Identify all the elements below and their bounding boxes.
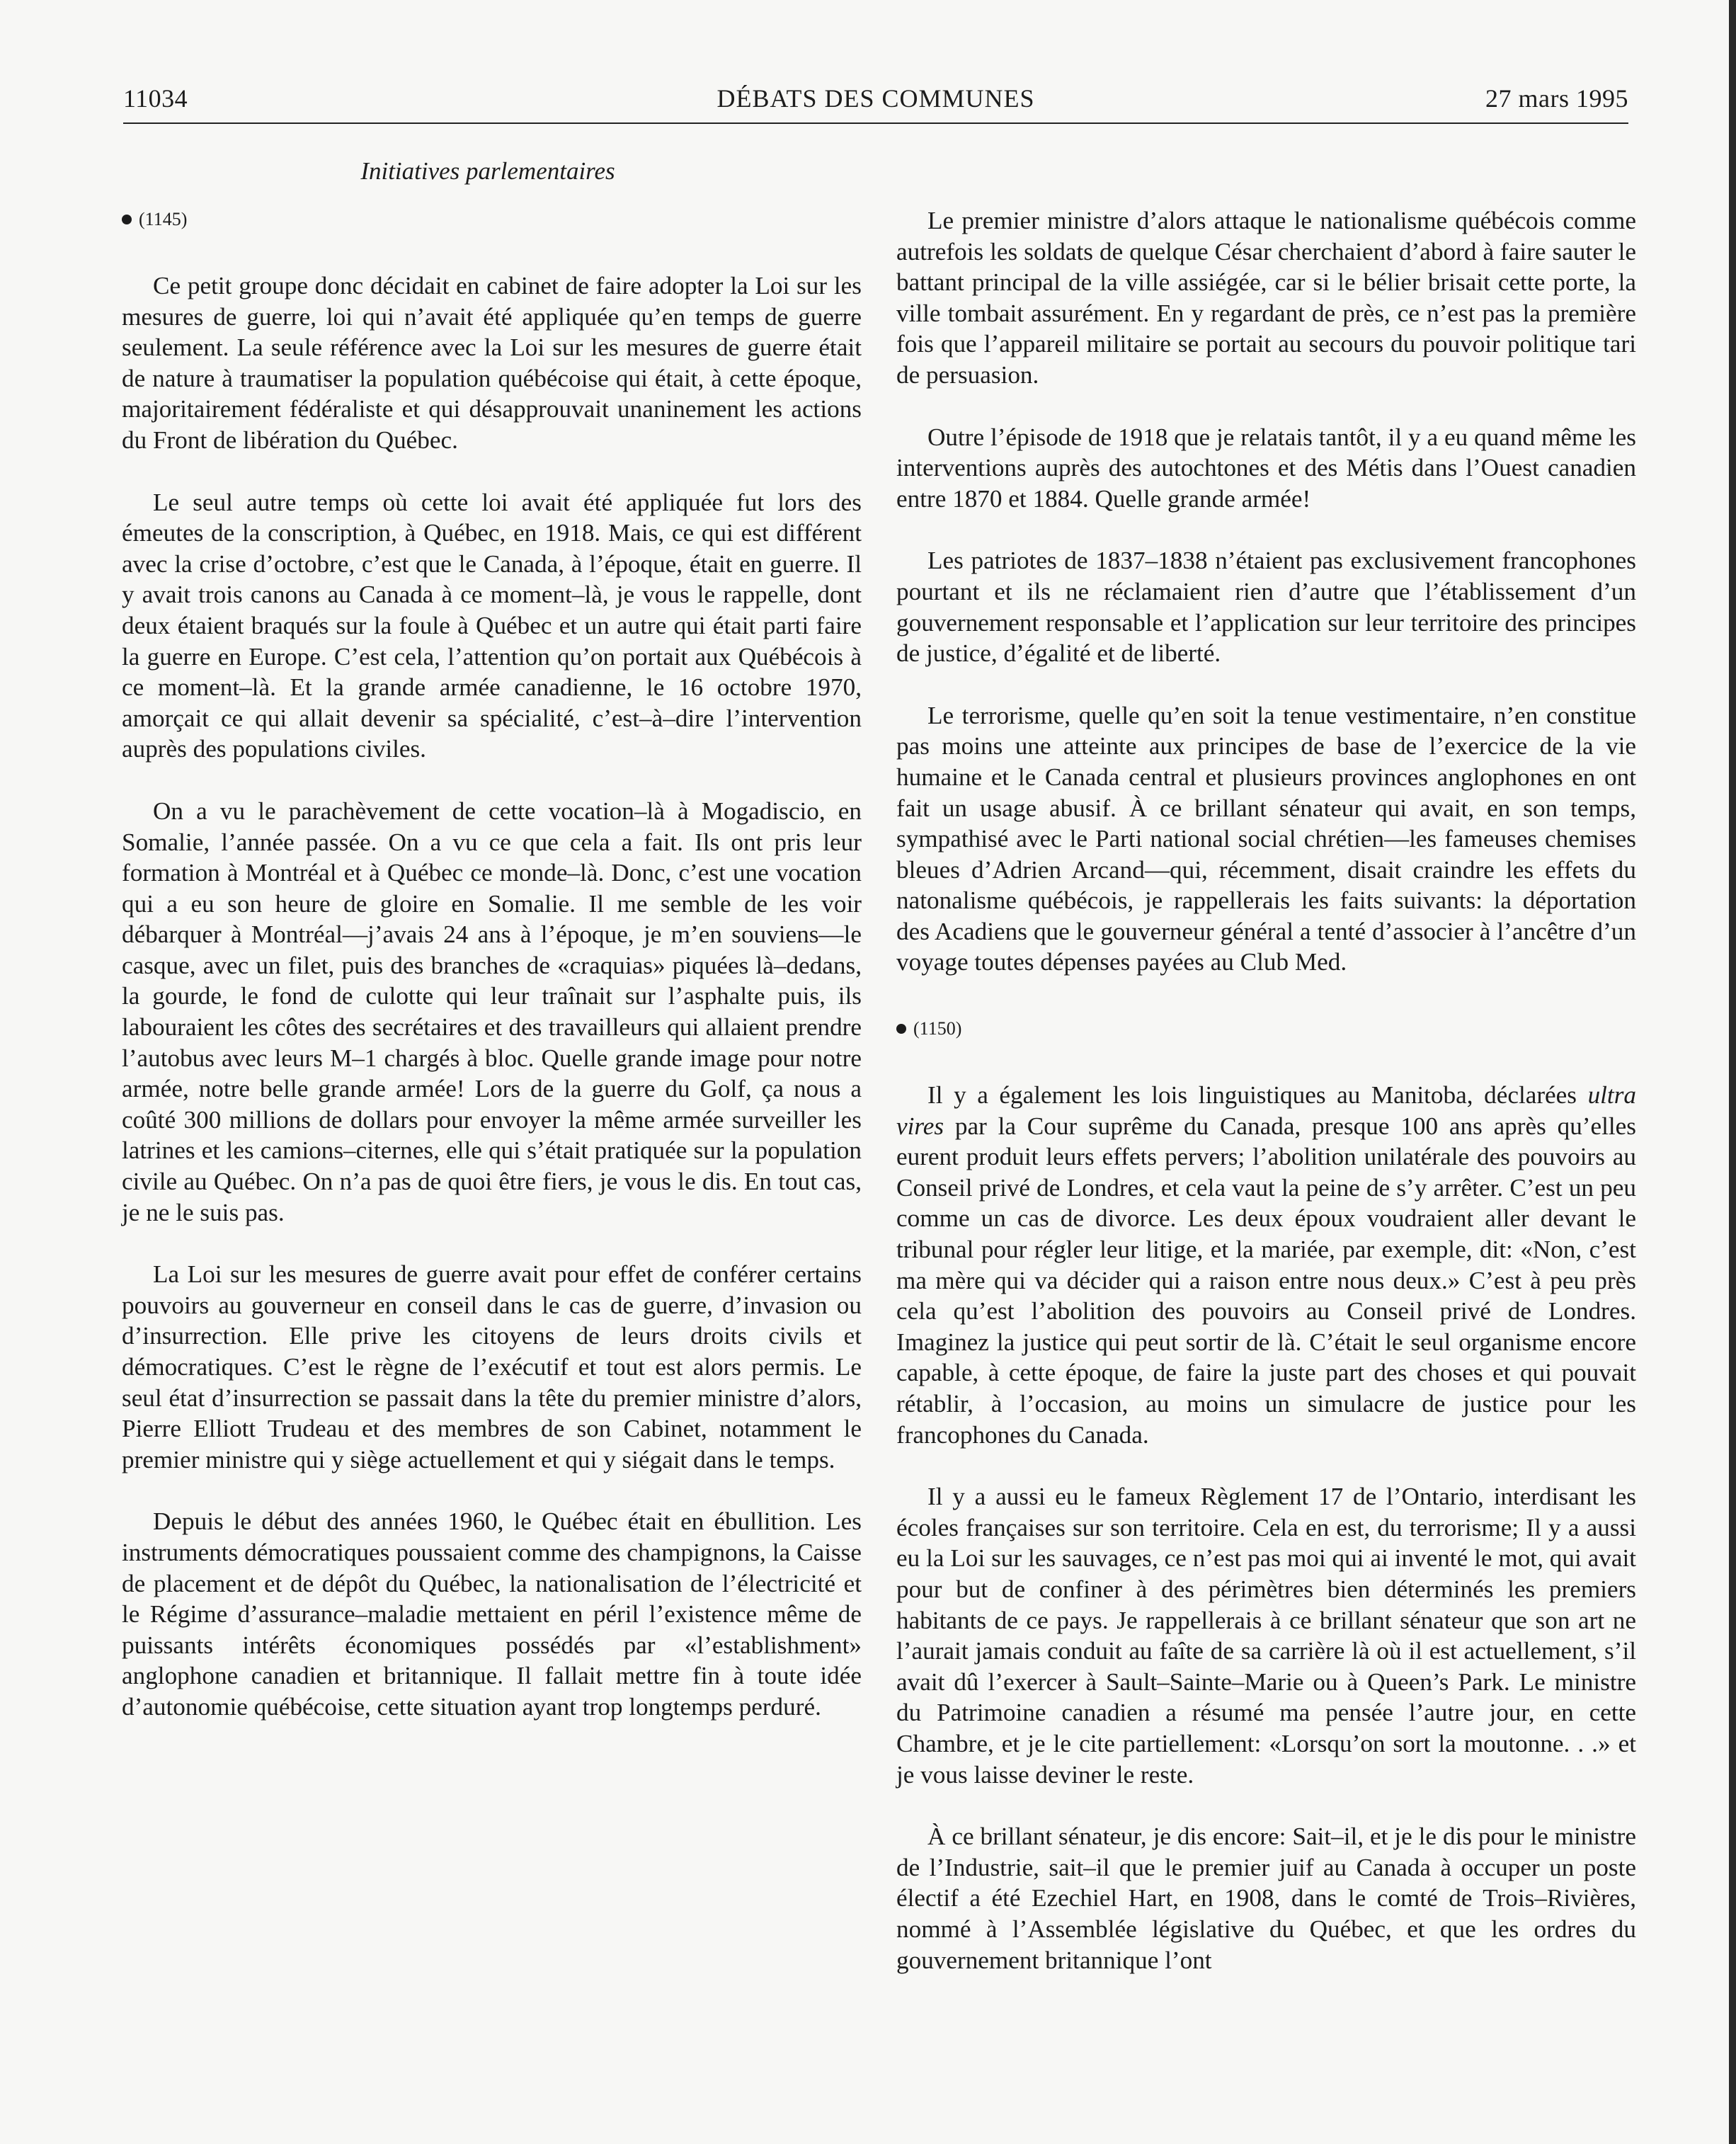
paragraph bbox=[896, 1080, 1636, 1450]
italic-term: ultra vires bbox=[896, 1081, 1636, 1140]
page-number: 11034 bbox=[123, 84, 188, 113]
time-marker bbox=[896, 1015, 1636, 1043]
paragraph: Le premier ministre d’alors attaque le nationalisme québécois comme autrefois les soldats de quelque César cherchaient d’abord à faire sauter le battant principal de la ville assiégée, car si le bélier brisait cette porte, la ville tombait assurément. En y regardant de près, ce n’est pas la première fois que l’appareil militaire se portait au secours du pouvoir politique tari de persuasion. bbox=[896, 207, 1636, 389]
time-marker-label: (1150) bbox=[913, 1018, 962, 1039]
paragraph-rest: par la Cour suprême du Canada, presque 100 ans après qu’elles eurent produit leurs effets pervers; l’abolition unilatérale des pouvoirs au Conseil privé de Londres, et cela vaut la peine de s’y arrêter. C’est un peu comme un cas de divorce. Les deux époux voudraient aller devant le tribunal pour régler leur litige, et la mariée, par exemple, dit: «Non, c’est ma mère qui va décider qui a raison entre nous deux.» C’est à peu près cela qu’est l’abolition des pouvoirs au Conseil privé de Londres. Imaginez la justice qui peut sortir de là. C’était le seul organisme encore capable, à cette époque, de faire la juste part des choses et qui pouvait rétablir, à l’occasion, au moins un simulacre de justice pour les francophones du Canada. bbox=[896, 1112, 1636, 1449]
page-edge bbox=[1729, 0, 1736, 2144]
paragraph: À ce brillant sénateur, je dis encore: Sait–il, et je le dis pour le ministre de l’Industrie, sait–il que le premier juif au Canada à occuper un poste électif a été Ezechiel Hart, en 1908, dans le comté de Trois–Rivières, nommé à l’Assemblée législative du Québec, et que les ordres du gouvernement britannique l’ont bbox=[896, 1823, 1636, 1974]
left-column bbox=[122, 205, 862, 1723]
paragraph: Le terrorisme, quelle qu’en soit la tenue vestimentaire, n’en constitue pas moins une atteinte aux principes de base de l’exercice de la vie humaine et le Canada central et plusieurs provinces anglophones en ont fait un usage abusif. À ce brillant sénateur qui avait, en son temps, sympathisé avec le Parti national social chrétien—les fameuses chemises bleues d’Adrien Arcand—qui, récemment, disait craindre les effets du natonalisme québécois, je rappellerais les faits suivants: la déportation des Acadiens que le gouverneur général a tenté d’associer à l’ancêtre d’un voyage toutes dépenses payées au Club Med. bbox=[896, 701, 1636, 976]
paragraph: Depuis le début des années 1960, le Québec était en ébullition. Les instruments démocratiques poussaient comme des champignons, la Caisse de placement et de dépôt du Québec, la nationalisation de l’électricité et le Régime d’assurance–maladie mettaient en péril l’existence même de puissants intérêts économiques possédés par «l’establishment» anglophone canadien et britannique. Il fallait mettre fin à toute idée d’autonomie québécoise, cette situation ayant trop longtemps perduré. bbox=[122, 1507, 862, 1721]
paragraph: La Loi sur les mesures de guerre avait pour effet de conférer certains pouvoirs au gouverneur en conseil dans le cas de guerre, d’invasion ou d’insurrection. Elle prive les citoyens de leurs droits civils et démocratiques. C’est le règne de l’exécutif et tout est alors permis. Le seul état d’insurrection se passait dans la tête du premier ministre d’alors, Pierre Elliott Trudeau et des membres de son Cabinet, notamment le premier ministre qui y siège actuellement et qui y siégait dans le temps. bbox=[122, 1260, 862, 1473]
publication-title: DÉBATS DES COMMUNES bbox=[716, 84, 1035, 113]
bullet-icon bbox=[896, 1024, 906, 1034]
paragraph-start: Il y a également les lois linguistiques au Manitoba, déclarées bbox=[927, 1081, 1577, 1110]
paragraph: Les patriotes de 1837–1838 n’étaient pas exclusivement francophones pourtant et ils ne réclamaient rien d’autre que l’établissement d’un gouvernement responsable et l’application sur leur territoire des principes de justice, d’égalité et de liberté. bbox=[896, 547, 1636, 668]
bullet-icon bbox=[122, 215, 132, 224]
paragraph: Le seul autre temps où cette loi avait été appliquée fut lors des émeutes de la conscription, à Québec, en 1918. Mais, ce qui est différent avec la crise d’octobre, c’est que le Canada, à l’époque, était en guerre. Il y avait trois canons au Canada à ce moment–là, je vous le rappelle, dont deux étaient braqués sur la foule à Québec et un autre qui était parti faire la guerre en Europe. C’est cela, l’attention qu’on portait aux Québécois à ce moment–là. Et la grande armée canadienne, le 16 octobre 1970, amorçait ce qui allait devenir sa spécialité, c’est–à–dire l’intervention auprès des populations civiles. bbox=[122, 488, 862, 763]
time-marker-label: (1145) bbox=[139, 209, 188, 229]
paragraph: On a vu le parachèvement de cette vocation–là à Mogadiscio, en Somalie, l’année passée. On a vu ce que cela a fait. Ils ont pris leur formation à Montréal et à Québec ce monde–là. Donc, c’est une vocation qui a eu son heure de gloire en Somalie. Il me semble de les voir débarquer à Montréal—j’avais 24 ans à l’époque, je m’en souviens—le casque, avec un filet, puis des branches de «craquias» piquées là–dedans, la gourde, le fond de culotte qui leur traînait sur l’asphalte puis, ils labouraient les côtes des secrétaires et des travailleurs qui allaient prendre l’autobus avec leurs M–1 chargés à bloc. Quelle grande image pour notre armée, notre belle grande armée! Lors de la guerre du Golf, ça nous a coûté 300 millions de dollars pour envoyer la même armée surveiller les latrines et les camions–citernes, elle qui s’était pratiquée sur la population civile au Québec. On n’a pas de quoi être fiers, je vous le dis. En tout cas, je ne le suis pas. bbox=[122, 797, 862, 1226]
right-column bbox=[896, 205, 1636, 1975]
paragraph: Il y a aussi eu le fameux Règlement 17 de l’Ontario, interdisant les écoles françaises sur son territoire. Cela en est, du terrorisme; Il y a aussi eu la Loi sur les sauvages, ce n’est pas moi qui ai inventé le mot, qui avait pour but de confiner à des périmètres bien déterminés les premiers habitants de ce pays. Je rappellerais à ce brillant sénateur que son art ne l’aurait jamais conduit au faîte de sa carrière là où il est actuellement, s’il avait dû l’exercer à Sault–Sainte–Marie ou à Queen’s Park. Le ministre du Patrimoine canadien a résumé ma pensée l’autre jour, en cette Chambre, et je le cite partiellement: «Lorsqu’on sort la moutonne. . .» et je vous laisse deviner le reste. bbox=[896, 1483, 1636, 1789]
paragraph: Outre l’épisode de 1918 que je relatais tantôt, il y a eu quand même les interventions auprès des autochtones et des Métis dans l’Ouest canadien entre 1870 et 1884. Quelle grande armée! bbox=[896, 423, 1636, 513]
header-rule bbox=[123, 122, 1628, 124]
page-header bbox=[123, 84, 1628, 120]
time-marker bbox=[122, 205, 862, 234]
section-title: Initiatives parlementaires bbox=[360, 157, 615, 185]
paragraph: Ce petit groupe donc décidait en cabinet de faire adopter la Loi sur les mesures de guerre, loi qui n’avait été appliquée qu’en temps de guerre seulement. La seule référence avec la Loi sur les mesures de guerre était de nature à traumatiser la population québécoise qui était, à cette époque, majoritairement fédéraliste et qui désapprouvait unaninement les actions du Front de libération du Québec. bbox=[122, 272, 862, 454]
publication-date: 27 mars 1995 bbox=[1485, 84, 1628, 113]
